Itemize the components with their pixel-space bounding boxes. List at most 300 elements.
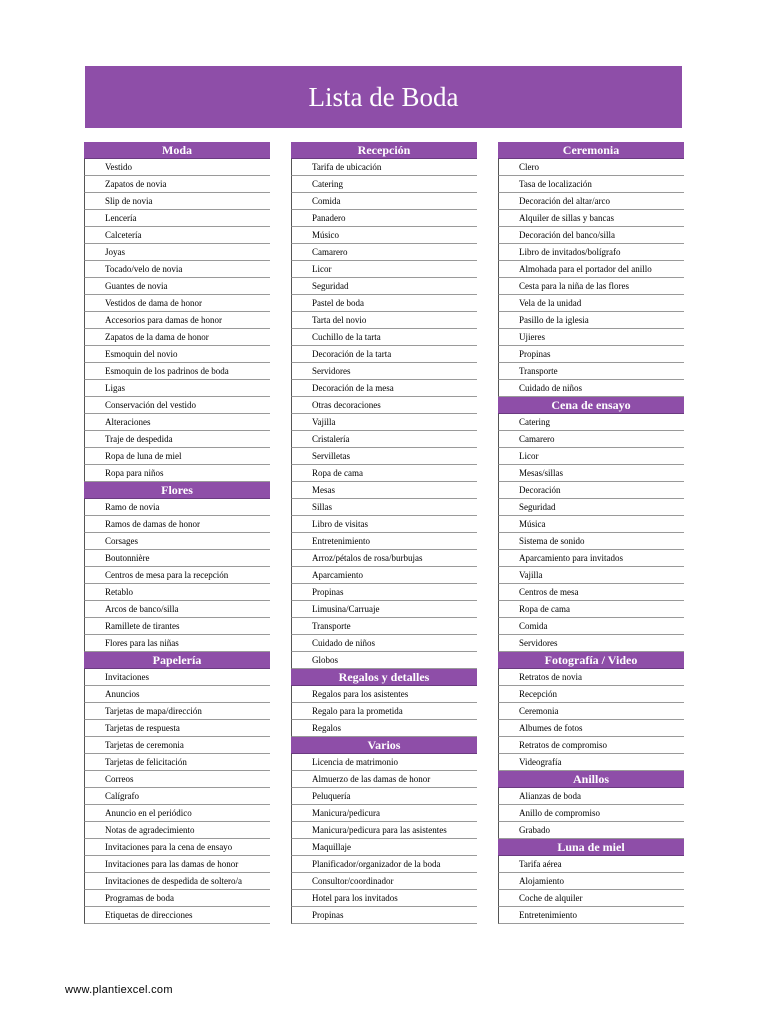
checklist-item-label: Arroz/pétalos de rosa/burbujas [309, 550, 477, 567]
checkbox-cell[interactable] [291, 703, 309, 720]
checkbox-cell[interactable] [291, 601, 309, 618]
checklist-row [84, 244, 270, 261]
checklist-item-label: Esmoquin de los padrinos de boda [102, 363, 270, 380]
checklist-row [291, 584, 477, 601]
checkbox-cell[interactable] [291, 618, 309, 635]
checkbox-cell[interactable] [498, 720, 516, 737]
checklist-item-label: Licor [309, 261, 477, 278]
checklist-item-label: Decoración del altar/arco [516, 193, 684, 210]
checkbox-cell[interactable] [498, 176, 516, 193]
checkbox-cell[interactable] [84, 363, 102, 380]
checkbox-cell[interactable] [84, 584, 102, 601]
checkbox-cell[interactable] [291, 635, 309, 652]
checklist-row [498, 261, 684, 278]
column-1 [84, 142, 270, 924]
checklist-item-label: Invitaciones para las damas de honor [102, 856, 270, 873]
checklist-item-label: Camarero [516, 431, 684, 448]
checklist-item-label: Recepción [516, 686, 684, 703]
checklist-row [291, 618, 477, 635]
checkbox-cell[interactable] [84, 550, 102, 567]
checkbox-cell[interactable] [498, 669, 516, 686]
checklist-row [291, 312, 477, 329]
checkbox-cell[interactable] [84, 907, 102, 924]
checklist-row [291, 856, 477, 873]
checklist-item-label: Propinas [309, 584, 477, 601]
checklist-item-label: Alianzas de boda [516, 788, 684, 805]
checklist-item-label: Cesta para la niña de las flores [516, 278, 684, 295]
checklist-item-label: Maquillaje [309, 839, 477, 856]
checklist-row [84, 754, 270, 771]
checklist-item-label: Alquiler de sillas y bancas [516, 210, 684, 227]
checkbox-cell[interactable] [498, 329, 516, 346]
checklist-item-label: Vajilla [516, 567, 684, 584]
checklist-row [291, 873, 477, 890]
checkbox-cell[interactable] [84, 397, 102, 414]
checklist-item-label: Transporte [516, 363, 684, 380]
checkbox-cell[interactable] [498, 635, 516, 652]
checkbox-cell[interactable] [291, 346, 309, 363]
checklist-row [84, 805, 270, 822]
checklist-row [84, 176, 270, 193]
checklist-item-label: Planificador/organizador de la boda [309, 856, 477, 873]
checkbox-cell[interactable] [84, 346, 102, 363]
checklist-item-label: Decoración del banco/silla [516, 227, 684, 244]
checklist-item-label: Ramos de damas de honor [102, 516, 270, 533]
checkbox-cell[interactable] [291, 584, 309, 601]
checkbox-cell[interactable] [84, 788, 102, 805]
checklist-row [498, 584, 684, 601]
checkbox-cell[interactable] [498, 788, 516, 805]
checklist-item-label: Ceremonia [516, 703, 684, 720]
checklist-row [291, 652, 477, 669]
checklist-row [498, 363, 684, 380]
checklist-item-label: Catering [516, 414, 684, 431]
checklist-item-label: Aparcamiento [309, 567, 477, 584]
checkbox-cell[interactable] [498, 907, 516, 924]
checklist-item-label: Ramo de novia [102, 499, 270, 516]
checkbox-cell[interactable] [291, 856, 309, 873]
checkbox-cell[interactable] [498, 822, 516, 839]
checklist-item-label: Accesorios para damas de honor [102, 312, 270, 329]
checklist-item-label: Pasillo de la iglesia [516, 312, 684, 329]
section-header: Varios [291, 737, 477, 754]
checklist-item-label: Regalos [309, 720, 477, 737]
checkbox-cell[interactable] [291, 822, 309, 839]
checkbox-cell[interactable] [84, 380, 102, 397]
checkbox-cell[interactable] [498, 278, 516, 295]
checklist-item-label: Tarifa aérea [516, 856, 684, 873]
checkbox-cell[interactable] [84, 516, 102, 533]
checkbox-cell[interactable] [291, 295, 309, 312]
checkbox-cell[interactable] [291, 839, 309, 856]
checkbox-cell[interactable] [291, 567, 309, 584]
checklist-row [291, 703, 477, 720]
checkbox-cell[interactable] [84, 448, 102, 465]
checkbox-cell[interactable] [498, 618, 516, 635]
checklist-row [291, 788, 477, 805]
checkbox-cell[interactable] [498, 516, 516, 533]
checklist-item-label: Coche de alquiler [516, 890, 684, 907]
checklist-row [291, 261, 477, 278]
checklist-item-label: Ropa de cama [309, 465, 477, 482]
checkbox-cell[interactable] [498, 448, 516, 465]
checklist-item-label: Manicura/pedicura para las asistentes [309, 822, 477, 839]
checkbox-cell[interactable] [498, 346, 516, 363]
checklist-row [84, 533, 270, 550]
checklist-row [291, 176, 477, 193]
checklist-item-label: Sillas [309, 499, 477, 516]
checkbox-cell[interactable] [84, 533, 102, 550]
checklist-row [84, 839, 270, 856]
checkbox-cell[interactable] [498, 703, 516, 720]
checkbox-cell[interactable] [84, 890, 102, 907]
checkbox-cell[interactable] [291, 482, 309, 499]
checklist-item-label: Cuidado de niños [309, 635, 477, 652]
checkbox-cell[interactable] [291, 261, 309, 278]
checklist-row [498, 822, 684, 839]
checkbox-cell[interactable] [498, 754, 516, 771]
checkbox-cell[interactable] [498, 465, 516, 482]
checklist-row [84, 346, 270, 363]
checkbox-cell[interactable] [84, 431, 102, 448]
checkbox-cell[interactable] [84, 499, 102, 516]
checklist-item-label: Regalos para los asistentes [309, 686, 477, 703]
checklist-item-label: Mesas [309, 482, 477, 499]
checklist-row [498, 499, 684, 516]
checklist-row [84, 567, 270, 584]
checklist-item-label: Transporte [309, 618, 477, 635]
checklist-row [498, 686, 684, 703]
checkbox-cell[interactable] [84, 193, 102, 210]
checklist-item-label: Notas de agradecimiento [102, 822, 270, 839]
checkbox-cell[interactable] [291, 159, 309, 176]
checklist-item-label: Decoración de la mesa [309, 380, 477, 397]
checklist-row [84, 295, 270, 312]
checklist-item-label: Peluquería [309, 788, 477, 805]
checklist-row [291, 686, 477, 703]
checkbox-cell[interactable] [84, 754, 102, 771]
checkbox-cell[interactable] [498, 533, 516, 550]
checklist-row [291, 822, 477, 839]
checklist-row [84, 363, 270, 380]
checklist-item-label: Arcos de banco/silla [102, 601, 270, 618]
section-header: Moda [84, 142, 270, 159]
checklist-row [291, 431, 477, 448]
checkbox-cell[interactable] [498, 227, 516, 244]
checklist-row [498, 312, 684, 329]
checkbox-cell[interactable] [84, 278, 102, 295]
checkbox-cell[interactable] [291, 278, 309, 295]
checklist-item-label: Licor [516, 448, 684, 465]
checkbox-cell[interactable] [291, 516, 309, 533]
checkbox-cell[interactable] [84, 227, 102, 244]
checkbox-cell[interactable] [84, 618, 102, 635]
checklist-row [84, 499, 270, 516]
checklist-row [84, 856, 270, 873]
checkbox-cell[interactable] [291, 805, 309, 822]
checkbox-cell[interactable] [498, 567, 516, 584]
checklist-row [291, 380, 477, 397]
checkbox-cell[interactable] [291, 448, 309, 465]
checkbox-cell[interactable] [84, 873, 102, 890]
checklist-item-label: Regalo para la prometida [309, 703, 477, 720]
checkbox-cell[interactable] [291, 363, 309, 380]
checklist-row [84, 329, 270, 346]
checkbox-cell[interactable] [84, 465, 102, 482]
checkbox-cell[interactable] [291, 686, 309, 703]
checklist-row [498, 329, 684, 346]
checkbox-cell[interactable] [498, 499, 516, 516]
checkbox-cell[interactable] [291, 873, 309, 890]
checklist-item-label: Sistema de sonido [516, 533, 684, 550]
checkbox-cell[interactable] [291, 380, 309, 397]
checklist-row [84, 890, 270, 907]
checklist-item-label: Invitaciones de despedida de soltero/a [102, 873, 270, 890]
checklist-row [84, 159, 270, 176]
checkbox-cell[interactable] [291, 907, 309, 924]
checklist-row [498, 703, 684, 720]
checklist-row [498, 295, 684, 312]
checkbox-cell[interactable] [84, 567, 102, 584]
checklist-row [498, 210, 684, 227]
checklist-item-label: Licencia de matrimonio [309, 754, 477, 771]
checklist-row [498, 890, 684, 907]
checklist-item-label: Ropa de cama [516, 601, 684, 618]
checkbox-cell[interactable] [84, 839, 102, 856]
checkbox-cell[interactable] [84, 720, 102, 737]
checklist-row [498, 431, 684, 448]
checkbox-cell[interactable] [84, 414, 102, 431]
checkbox-cell[interactable] [498, 312, 516, 329]
checklist-item-label: Catering [309, 176, 477, 193]
checklist-item-label: Decoración [516, 482, 684, 499]
checkbox-cell[interactable] [291, 533, 309, 550]
checkbox-cell[interactable] [498, 431, 516, 448]
checklist-row [498, 737, 684, 754]
checklist-row [84, 431, 270, 448]
checklist-item-label: Cuchillo de la tarta [309, 329, 477, 346]
checkbox-cell[interactable] [291, 754, 309, 771]
checkbox-cell[interactable] [498, 737, 516, 754]
checkbox-cell[interactable] [498, 295, 516, 312]
checklist-row [84, 788, 270, 805]
checklist-item-label: Servidores [516, 635, 684, 652]
checkbox-cell[interactable] [84, 805, 102, 822]
checklist-row [498, 278, 684, 295]
checklist-row [291, 397, 477, 414]
checklist-row [291, 482, 477, 499]
checklist-row [291, 227, 477, 244]
checklist-item-label: Anuncios [102, 686, 270, 703]
checklist-row [498, 601, 684, 618]
checkbox-cell[interactable] [84, 176, 102, 193]
checkbox-cell[interactable] [498, 159, 516, 176]
checkbox-cell[interactable] [291, 329, 309, 346]
checkbox-cell[interactable] [291, 652, 309, 669]
checklist-row [291, 363, 477, 380]
checklist-item-label: Zapatos de la dama de honor [102, 329, 270, 346]
checklist-row [291, 533, 477, 550]
checkbox-cell[interactable] [84, 635, 102, 652]
checklist-row [498, 448, 684, 465]
checklist-row [291, 550, 477, 567]
checklist-item-label: Programas de boda [102, 890, 270, 907]
checkbox-cell[interactable] [84, 703, 102, 720]
checkbox-cell[interactable] [498, 601, 516, 618]
checklist-item-label: Seguridad [516, 499, 684, 516]
checklist-item-label: Vestido [102, 159, 270, 176]
checklist-item-label: Clero [516, 159, 684, 176]
checklist-row [498, 856, 684, 873]
checkbox-cell[interactable] [291, 788, 309, 805]
checklist-row [291, 193, 477, 210]
checkbox-cell[interactable] [291, 720, 309, 737]
checkbox-cell[interactable] [498, 210, 516, 227]
checkbox-cell[interactable] [291, 414, 309, 431]
checklist-row [84, 737, 270, 754]
section-header: Regalos y detalles [291, 669, 477, 686]
column-2 [291, 142, 477, 924]
checklist-row [84, 873, 270, 890]
checklist-item-label: Consultor/coordinador [309, 873, 477, 890]
checkbox-cell[interactable] [498, 550, 516, 567]
checklist-row [291, 210, 477, 227]
checkbox-cell[interactable] [291, 193, 309, 210]
checklist-row [291, 414, 477, 431]
checkbox-cell[interactable] [291, 499, 309, 516]
checklist-item-label: Cristalería [309, 431, 477, 448]
checkbox-cell[interactable] [498, 244, 516, 261]
checkbox-cell[interactable] [84, 771, 102, 788]
checklist-item-label: Pastel de boda [309, 295, 477, 312]
checklist-item-label: Mesas/sillas [516, 465, 684, 482]
checkbox-cell[interactable] [498, 482, 516, 499]
checklist-row [84, 210, 270, 227]
checkbox-cell[interactable] [84, 601, 102, 618]
checklist-item-label: Servidores [309, 363, 477, 380]
checklist-row [291, 448, 477, 465]
checklist-row [84, 550, 270, 567]
checklist-row [498, 227, 684, 244]
checklist-row [498, 788, 684, 805]
checklist-item-label: Flores para las niñas [102, 635, 270, 652]
checklist-item-label: Anuncio en el periódico [102, 805, 270, 822]
checklist-row [84, 686, 270, 703]
checklist-row [498, 720, 684, 737]
checklist-row [291, 567, 477, 584]
checklist-item-label: Ropa de luna de miel [102, 448, 270, 465]
checkbox-cell[interactable] [498, 584, 516, 601]
checklist-item-label: Calcetería [102, 227, 270, 244]
checkbox-cell[interactable] [498, 873, 516, 890]
checklist-row [84, 584, 270, 601]
checkbox-cell[interactable] [84, 686, 102, 703]
checkbox-cell[interactable] [498, 380, 516, 397]
checklist-item-label: Zapatos de novia [102, 176, 270, 193]
checkbox-cell[interactable] [498, 856, 516, 873]
checkbox-cell[interactable] [498, 363, 516, 380]
checklist-item-label: Ramillete de tirantes [102, 618, 270, 635]
checklist-row [498, 244, 684, 261]
checklist-row [498, 635, 684, 652]
checklist-item-label: Grabado [516, 822, 684, 839]
checkbox-cell[interactable] [498, 261, 516, 278]
checklist-row [498, 465, 684, 482]
section-header: Recepción [291, 142, 477, 159]
checklist-item-label: Comida [516, 618, 684, 635]
checklist-item-label: Esmoquin del novio [102, 346, 270, 363]
checkbox-cell[interactable] [498, 193, 516, 210]
checkbox-cell[interactable] [291, 465, 309, 482]
checklist-item-label: Alojamiento [516, 873, 684, 890]
checklist-item-label: Tocado/velo de novia [102, 261, 270, 278]
checkbox-cell[interactable] [84, 261, 102, 278]
checkbox-cell[interactable] [498, 414, 516, 431]
checklist-item-label: Centros de mesa [516, 584, 684, 601]
checklist-item-label: Entretenimiento [309, 533, 477, 550]
checkbox-cell[interactable] [84, 856, 102, 873]
checkbox-cell[interactable] [498, 890, 516, 907]
checklist-item-label: Conservación del vestido [102, 397, 270, 414]
checkbox-cell[interactable] [84, 669, 102, 686]
checkbox-cell[interactable] [498, 805, 516, 822]
checklist-row [291, 754, 477, 771]
checkbox-cell[interactable] [84, 210, 102, 227]
checklist-item-label: Libro de visitas [309, 516, 477, 533]
checkbox-cell[interactable] [291, 890, 309, 907]
checklist-row [291, 346, 477, 363]
checklist-item-label: Tarjetas de ceremonia [102, 737, 270, 754]
checklist-item-label: Correos [102, 771, 270, 788]
checklist-item-label: Calígrafo [102, 788, 270, 805]
section-header: Luna de miel [498, 839, 684, 856]
checkbox-cell[interactable] [291, 312, 309, 329]
checklist-row [291, 601, 477, 618]
section-header: Flores [84, 482, 270, 499]
checkbox-cell[interactable] [84, 295, 102, 312]
checkbox-cell[interactable] [84, 737, 102, 754]
checkbox-cell[interactable] [84, 312, 102, 329]
checkbox-cell[interactable] [291, 771, 309, 788]
checklist-item-label: Vela de la unidad [516, 295, 684, 312]
checklist-item-label: Etiquetas de direcciones [102, 907, 270, 924]
checklist-item-label: Propinas [309, 907, 477, 924]
checkbox-cell[interactable] [291, 244, 309, 261]
checkbox-cell[interactable] [291, 550, 309, 567]
checkbox-cell[interactable] [291, 431, 309, 448]
checkbox-cell[interactable] [84, 329, 102, 346]
checkbox-cell[interactable] [84, 822, 102, 839]
checkbox-cell[interactable] [291, 227, 309, 244]
checklist-row [84, 618, 270, 635]
checklist-row [498, 873, 684, 890]
checkbox-cell[interactable] [84, 159, 102, 176]
checklist-row [498, 907, 684, 924]
checklist-row [498, 414, 684, 431]
checklist-item-label: Música [516, 516, 684, 533]
checklist-row [84, 278, 270, 295]
checkbox-cell[interactable] [291, 397, 309, 414]
checklist-row [84, 261, 270, 278]
checklist-item-label: Servilletas [309, 448, 477, 465]
checklist-item-label: Guantes de novia [102, 278, 270, 295]
checklist-item-label: Otras decoraciones [309, 397, 477, 414]
checkbox-cell[interactable] [291, 176, 309, 193]
checkbox-cell[interactable] [498, 686, 516, 703]
checklist-item-label: Cuidado de niños [516, 380, 684, 397]
checkbox-cell[interactable] [291, 210, 309, 227]
checkbox-cell[interactable] [84, 244, 102, 261]
